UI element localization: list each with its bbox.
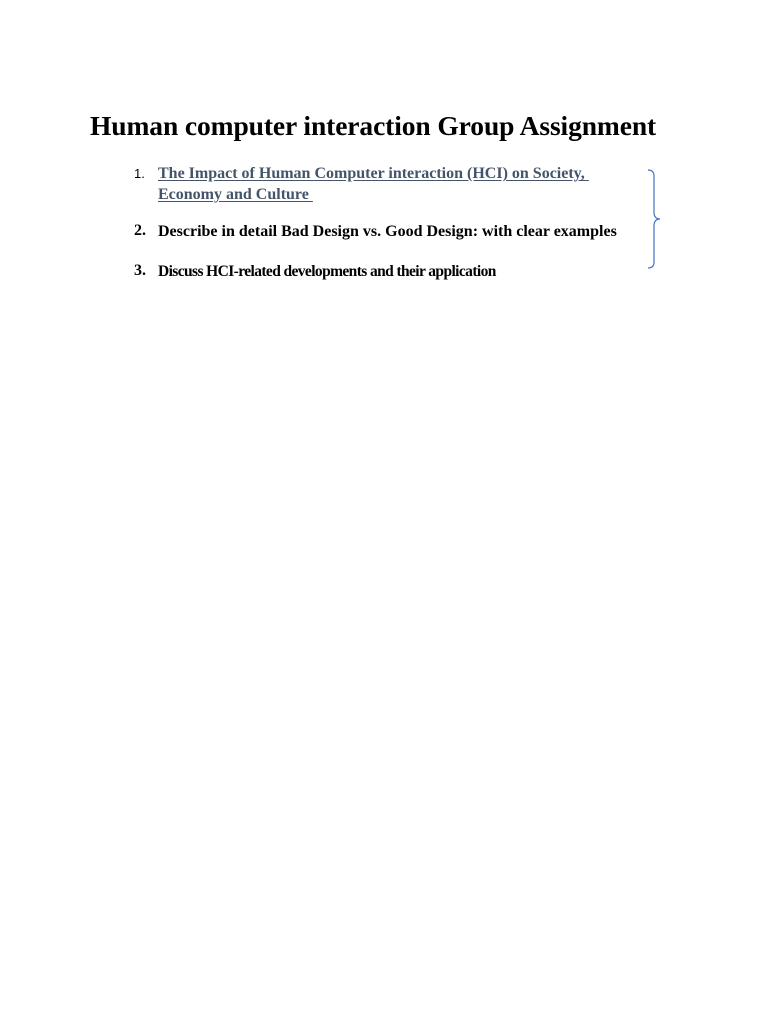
list-item-text: Discuss HCI-related developments and their application [158, 263, 496, 280]
list-item-text [158, 163, 638, 205]
list-item-number: 1. [134, 166, 145, 181]
list-item-link-line-1[interactable]: The Impact of Human Computer interaction (HCI) on Society, [158, 165, 589, 182]
list-item-number: 2. [134, 222, 146, 239]
list-item-text: Describe in detail Bad Design vs. Good Design: with clear examples [158, 223, 617, 240]
list-item-number: 3. [134, 262, 146, 279]
document-title: Human computer interaction Group Assignment [90, 110, 657, 141]
list-item-link-line-2[interactable]: Economy and Culture [158, 186, 313, 203]
right-brace-icon [647, 168, 661, 270]
